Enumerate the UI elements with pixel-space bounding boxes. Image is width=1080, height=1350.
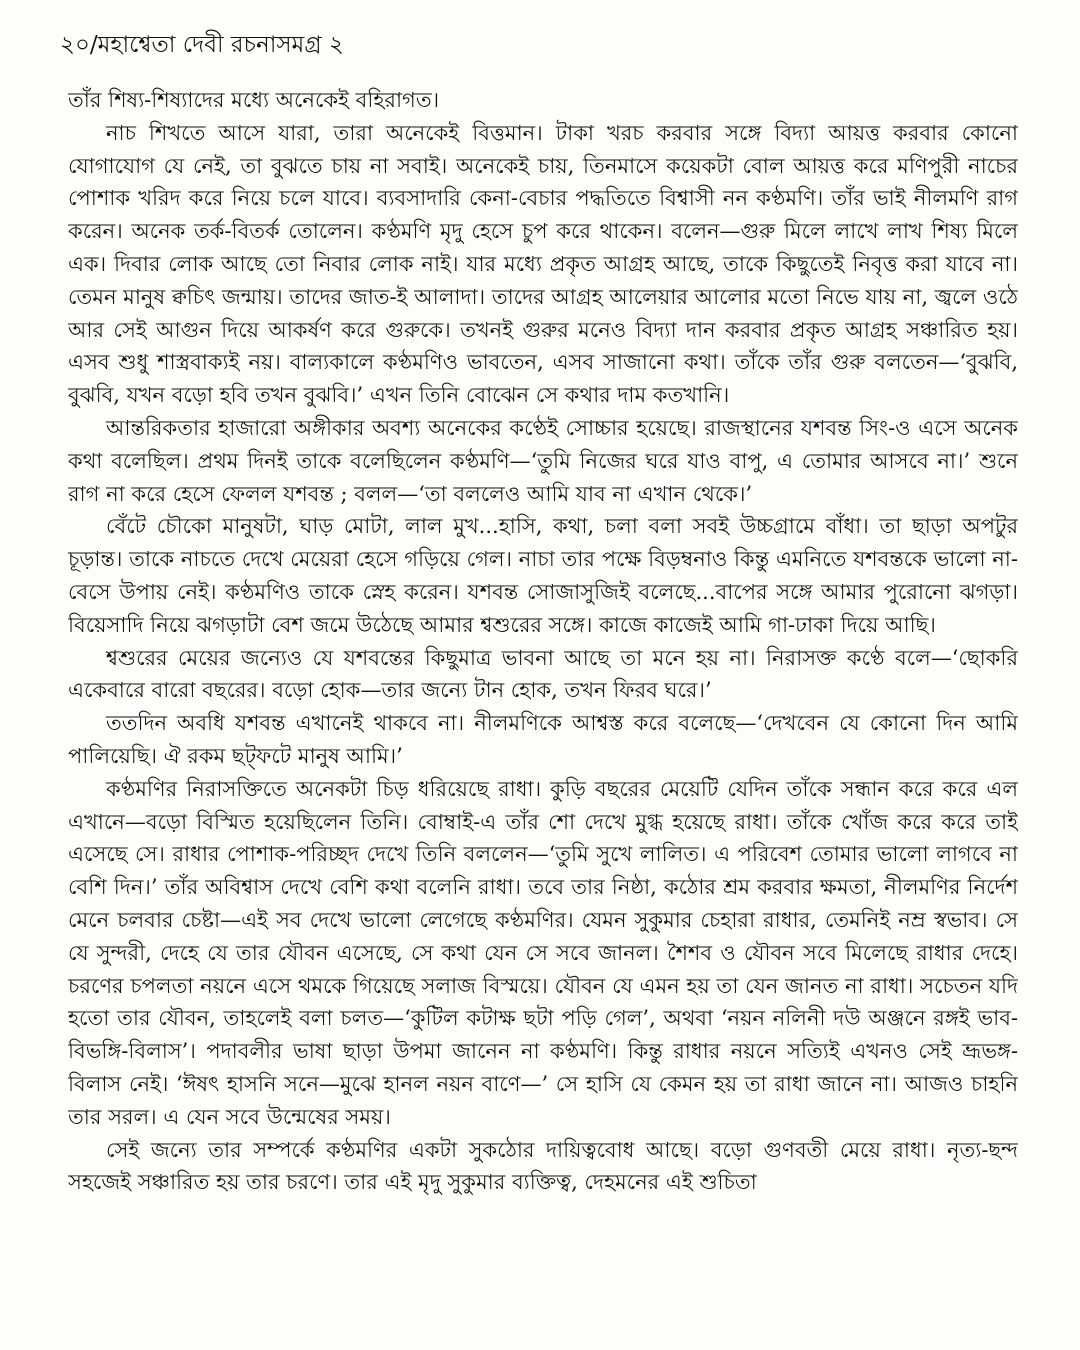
paragraph-2: নাচ শিখতে আসে যারা, তারা অনেকেই বিত্তমান। টাকা খরচ করবার সঙ্গে বিদ্যা আয়ত্ত করবার কোনো যোগাযোগ যে নেই, তা বুঝতে চায় না সবাই। অনেকেই চায়, তিনমাসে কয়েকটা বোল আয়ত্ত করে মণিপুরী নাচের পোশাক খরিদ করে নিয়ে চলে যাবে। ব্যবসাদারি কেনা-বেচার পদ্ধতিতে বিশ্বাসী নন কণ্ঠমণি। তাঁর ভাই নীলমণি রাগ করেন। অনেক তর্ক-বিতর্ক তোলেন। কণ্ঠমণি মৃদু হেসে চুপ করে থাকেন। বলেন—গুরু মিলে লাখে লাখ শিষ্য মিলে এক। দিবার লোক আছে তো নিবার লোক নাই। যার মধ্যে প্রকৃত আগ্রহ আছে, তাকে কিছুতেই নিবৃত্ত করা যাবে না। তেমন মানুষ ক্বচিৎ জন্মায়। তাদের জাত-ই আলাদা। তাদের আগ্রহ আলেয়ার আলোর মতো নিভে যায় না, জ্বলে ওঠে আর সেই আগুন দিয়ে আকর্ষণ করে গুরুকে। তখনই গুরুর মনেও বিদ্যা দান করবার প্রকৃত আগ্রহ সঞ্চারিত হয়। এসব শুধু শাস্ত্রবাক্যই নয়। বাল্যকালে কণ্ঠমণিও ভাবতেন, এসব সাজানো কথা। তাঁকে তাঁর গুরু বলতেন—‘বুঝবি, বুঝবি, যখন বড়ো হবি তখন বুঝবি।’ এখন তিনি বোঝেন সে কথার দাম কতখানি। (68, 120, 1018, 408)
body-text (68, 84, 1018, 1334)
paragraph-5: শ্বশুরের মেয়ের জন্যেও যে যশবন্তের কিছুমাত্র ভাবনা আছে তা মনে হয় না। নিরাসক্ত কণ্ঠে বলে—‘ছোকরি একেবারে বারো বছরের। বড়ো হোক—তার জন্যে টান হোক, তখন ফিরব ঘরে।’ (68, 645, 1018, 703)
paragraph-1: তাঁর শিষ্য-শিষ্যাদের মধ্যে অনেকেই বহিরাগত। (68, 88, 440, 112)
paragraph-6: ততদিন অবধি যশবন্ত এখানেই থাকবে না। নীলমণিকে আশ্বস্ত করে বলেছে—‘দেখবেন যে কোনো দিন আমি পালিয়েছি। ঐ রকম ছট্‌ফটে মানুষ আমি।’ (68, 711, 1018, 768)
paragraph-7: কণ্ঠমণির নিরাসক্তিতে অনেকটা চিড় ধরিয়েছে রাধা। কুড়ি বছরের মেয়েটি যেদিন তাঁকে সন্ধান করে করে এল এখানে—বড়ো বিস্মিত হয়েছিলেন তিনি। বোম্বাই-এ তাঁর শো দেখে মুগ্ধ হয়েছে রাধা। তাঁকে খোঁজ করে করে তাই এসেছে সে। রাধার পোশাক-পরিচ্ছদ দেখে তিনি বললেন—‘তুমি সুখে লালিত। এ পরিবেশ তোমার ভালো লাগবে না বেশি দিন।’ তাঁর অবিশ্বাস দেখে বেশি কথা বলেনি রাধা। তবে তার নিষ্ঠা, কঠোর শ্রম করবার ক্ষমতা, নীলমণির নির্দেশ মেনে চলবার চেষ্টা—এই সব দেখে ভালো লেগেছে কণ্ঠমণির। যেমন সুকুমার চেহারা রাধার, তেমনিই নম্র স্বভাব। সে যে সুন্দরী, দেহে যে তার যৌবন এসেছে, সে কথা যেন সে সবে জানল। শৈশব ও যৌবন সবে মিলেছে রাধার দেহে। চরণের চপলতা নয়নে এসে থমকে গিয়েছে সলাজ বিস্ময়ে। যৌবন যে এমন হয় তা যেন জানত না রাধা। সচেতন যদি হতো তার যৌবন, তাহলেই বলা চলত—‘কুটিল কটাক্ষ ছটা পড়ি গেল’, অথবা ‘নয়ন নলিনী দউ অঞ্জনে রঙ্গই ভাব-বিভঙ্গি-বিলাস’। পদাবলীর ভাষা ছাড়া উপমা জানেন না কণ্ঠমণি। কিন্তু রাধার নয়নে সত্যিই এখনও সেই ভ্রূভঙ্গ-বিলাস নেই। ‘ঈষৎ হাসনি সনে—মুঝে হানল নয়ন বাণে—’ সে হাসি যে কেমন হয় তা রাধা জানে না। আজও চাহনি তার সরল। এ যেন সবে উন্মেষের সময়। (68, 776, 1018, 1129)
paragraph-3: আন্তরিকতার হাজারো অঙ্গীকার অবশ্য অনেকের কণ্ঠেই সোচ্চার হয়েছে। রাজস্থানের যশবন্ত সিং-ও এসে অনেক কথা বলেছিল। প্রথম দিনই তাকে বলেছিলেন কণ্ঠমণি—‘তুমি নিজের ঘরে যাও বাপু, এ তোমার আসবে না।’ শুনে রাগ না করে হেসে ফেলল যশবন্ত ; বলল—‘তা বললেও আমি যাব না এখান থেকে।’ (68, 415, 1018, 506)
running-head: ২০/মহাশ্বেতা দেবী রচনাসমগ্র ২ (60, 32, 344, 58)
paragraph-4: বেঁটে চৌকো মানুষটা, ঘাড় মোটা, লাল মুখ...হাসি, কথা, চলা বলা সবই উচ্চগ্রামে বাঁধা। তা ছাড়া অপটুর চূড়ান্ত। তাকে নাচতে দেখে মেয়েরা হেসে গড়িয়ে গেল। নাচা তার পক্ষে বিড়ম্বনাও কিন্তু এমনিতে যশবন্তকে ভালো না-বেসে উপায় নেই। কণ্ঠমণিও তাকে স্নেহ করেন। যশবন্ত সোজাসুজিই বলেছে...বাপের সঙ্গে আমার পুরোনো ঝগড়া। বিয়েসাদি নিয়ে ঝগড়াটা বেশ জমে উঠেছে আমার শ্বশুরের সঙ্গে। কাজে কাজেই আমি গা-ঢাকা দিয়ে আছি। (68, 514, 1018, 637)
paragraph-8: সেই জন্যে তার সম্পর্কে কণ্ঠমণির একটা সুকঠোর দায়িত্ববোধ আছে। বড়ো গুণবতী মেয়ে রাধা। নৃত্য-ছন্দ সহজেই সঞ্চারিত হয় তার চরণে। তার এই মৃদু সুকুমার ব্যক্তিত্ব, দেহমনের এই শুচিতা (68, 1137, 1018, 1195)
